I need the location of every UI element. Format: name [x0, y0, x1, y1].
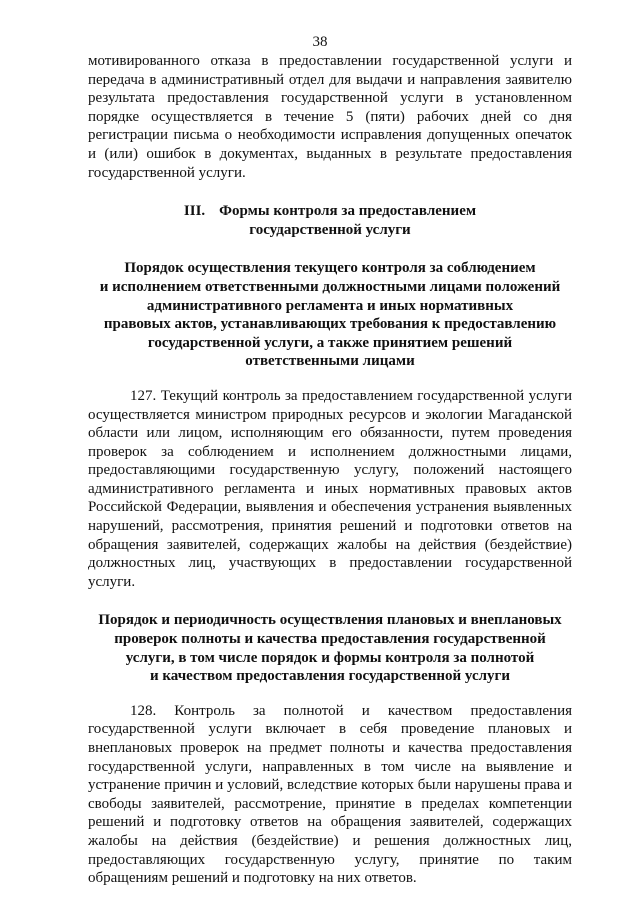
subsection-1-line: административного регламента и иных нормативных [146, 297, 514, 314]
page-content [88, 52, 572, 888]
subsection-2-line: Порядок и периодичность осуществления плановых и внеплановых [98, 612, 562, 629]
subsection-1-line: Порядок осуществления текущего контроля за соблюдением [124, 260, 536, 277]
paragraph-127: 127. Текущий контроль за предоставлением государственной услуги осуществляется министром природных ресурсов и экологии Магаданской области или лицом, исполняющим его обязанности, путем проведения проверок за соблюдением и исполнением должностными лицами, предоставляющими государственную услугу, положений настоящего административного регламента и иных нормативных правовых актов Российской Федерации, выявления и обеспечения устранения выявленных нарушений, рассмотрения, принятия решений и подготовки ответов на обращения заявителей, содержащих жалобы на действия (бездействие) должностных лиц, участвующих в предоставлении государственной услуги. [88, 387, 572, 590]
section-numeral: III. [183, 203, 206, 220]
subsection-current-control-heading [88, 259, 572, 371]
subsection-1-line: правовых актов, устанавливающих требования к предоставлению [103, 316, 557, 333]
subsection-1-line: ответственными лицами [245, 353, 415, 370]
section-3-title-line-2: государственной услуги [249, 221, 411, 238]
subsection-2-line: проверок полноты и качества предоставления государственной [114, 631, 546, 648]
subsection-2-line: услуги, в том числе порядок и формы контроля за полнотой [125, 649, 535, 666]
intro-paragraph: мотивированного отказа в предоставлении государственной услуги и передача в административный отдел для выдачи и направления заявителю результата предоставления государственной услуги в установленном порядке осуществляется в течение 5 (пяти) рабочих дней со дня регистрации письма о необходимости исправления допущенных опечаток и (или) ошибок в документах, выданных в результате предоставления государственной услуги. [88, 53, 572, 181]
page-number: 38 [312, 34, 328, 50]
subsection-2-line: и качеством предоставления государственной услуги [150, 668, 510, 685]
subsection-1-line: государственной услуги, а также принятием решений [147, 334, 513, 351]
section-3-title-line-1 [88, 202, 572, 221]
subsection-1-line: и исполнением ответственными должностными лицами положений [99, 278, 561, 295]
section-3-title-text: Формы контроля за предоставлением [219, 203, 477, 220]
section-3-heading [88, 202, 572, 239]
paragraph-128: 128. Контроль за полнотой и качеством предоставления государственной услуги включает в себя проведение плановых и внеплановых проверок на предмет полноты и качества предоставления государственной услуги, направленных в том числе на выявление и устранение причин и условий, вследствие которых были нарушены права и свободы заявителей, рассмотрение, принятие в пределах компетенции решений и подготовку ответов на обращения заявителей, содержащих жалобы на действия (бездействие) и решения должностных лиц, предоставляющих государственную услугу, принятие по таким обращениям решений и подготовку на них ответов. [88, 702, 572, 887]
subsection-inspections-heading [88, 611, 572, 685]
